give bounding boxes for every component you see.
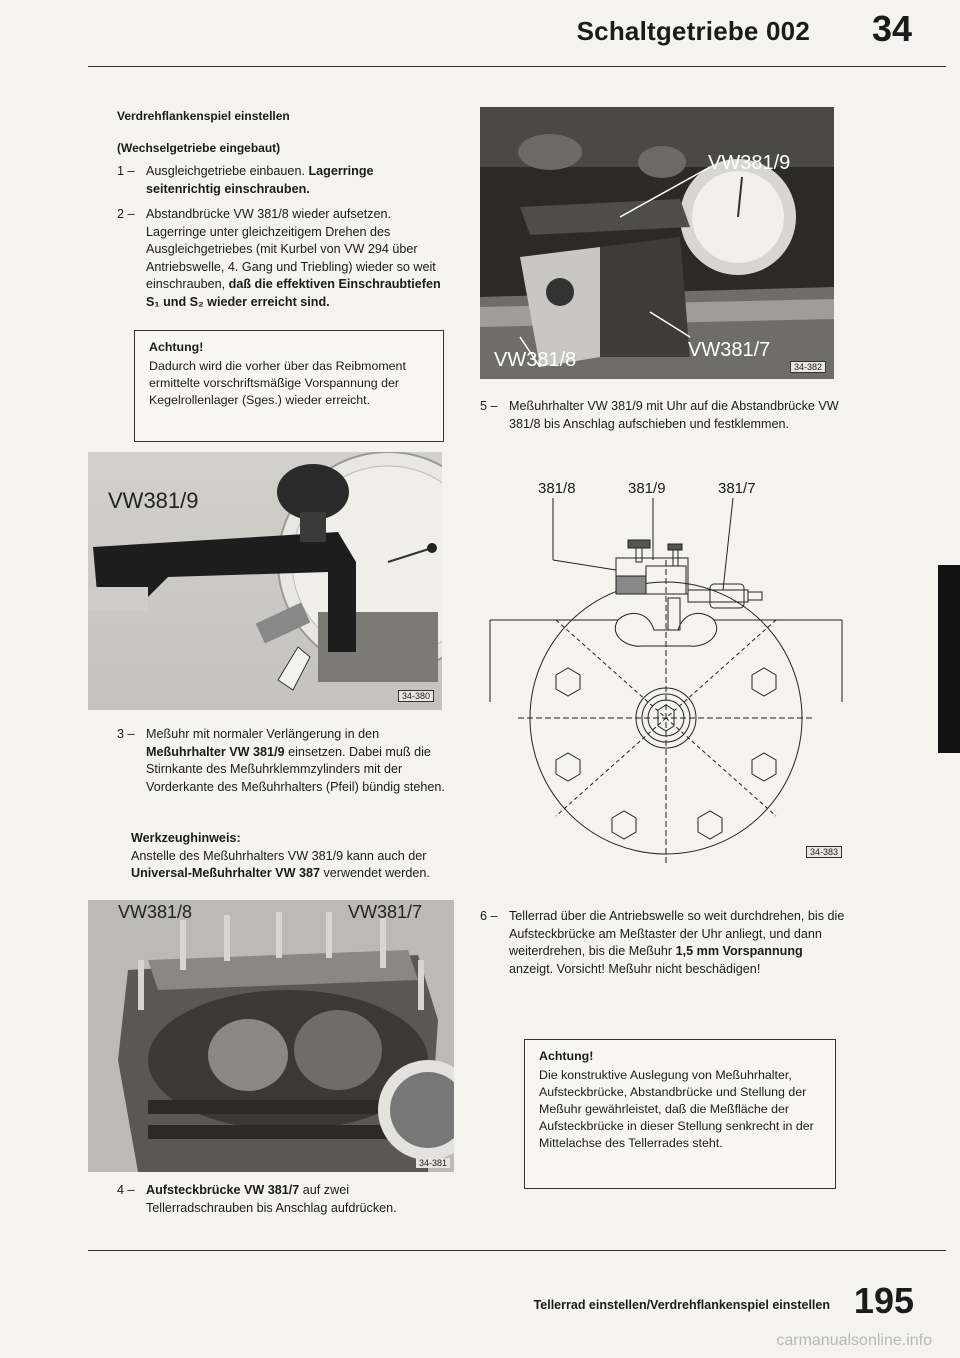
drawing-ring-gear-setup-svg: [478, 470, 850, 870]
photo-gauge-on-bridge-ref: 34-382: [790, 361, 826, 373]
drawing-label-381-9: 381/9: [628, 480, 666, 497]
step-4-text-bold: Aufsteckbrücke VW 381/7: [146, 1183, 300, 1197]
header-rule: [88, 66, 946, 67]
warning-box-2-text: Die konstruktive Auslegung von Meßuhrhalter, Aufsteckbrücke, Abstandbrücke und Stellung der Meßuhr gewährleistet, daß die Meßfläche der Aufsteckbrücke in dieser Stellung senkrecht in der Mittelachse des Tellerrades steht.: [539, 1068, 814, 1150]
warning-box-1-text: Dadurch wird die vorher über das Reibmoment ermittelte vorschriftsmäßige Vorspannung der Kegelrollenlager (Sges.) wieder erreicht.: [149, 359, 406, 407]
step-6-text: [509, 908, 849, 978]
step-2-number: 2 –: [117, 207, 135, 221]
step-2-text-a: Abstandbrücke VW 381/8 wieder aufsetzen. Lagerringe unter gleichzeitigem Drehen des Ausgleichgetriebes (mit Kurbel von VW 294 über Antriebswelle, 4. Gang und Triebling) wieder so weit einschrauben,: [146, 207, 436, 291]
chapter-tab-marker: [938, 565, 960, 753]
tool-hint-text-a: Anstelle des Meßuhrhalters VW 381/9 kann auch der: [131, 848, 427, 863]
step-4-text-b: auf zwei Tellerradschrauben bis Anschlag aufdrücken.: [146, 1183, 397, 1215]
photo-bridge-mounted-drawing: [88, 900, 454, 1172]
tool-hint-text-c: verwendet werden.: [319, 866, 430, 880]
photo-gauge-on-bridge-label-3: VW381/7: [688, 339, 771, 361]
step-6-text-bold: 1,5 mm Vorspannung: [675, 944, 803, 958]
page-header-title: Schaltgetriebe 002: [576, 16, 810, 46]
warning-box-1-title: Achtung!: [149, 340, 204, 354]
drawing-ref: 34-383: [806, 846, 842, 858]
page-number: 195: [853, 1280, 914, 1321]
footer-section-title: Tellerrad einstellen/Verdrehflankenspiel einstellen: [533, 1298, 830, 1312]
step-1-text-bold: Lagerringe seitenrichtig einschrauben.: [146, 164, 374, 196]
photo-gauge-on-bridge-drawing: [480, 107, 834, 379]
photo-gauge-on-bridge-label-1: VW381/9: [708, 152, 791, 174]
section-subheading: (Wechselgetriebe eingebaut): [117, 141, 281, 155]
photo-gauge-on-bridge: [480, 107, 834, 379]
photo-gauge-holder-label: VW381/9: [108, 488, 199, 513]
drawing-label-381-7: 381/7: [718, 480, 756, 497]
drawing-label-381-8: 381/8: [538, 480, 576, 497]
step-1-text-a: Ausgleichgetriebe einbauen.: [146, 164, 309, 178]
watermark: carmanualsonline.info: [776, 1332, 932, 1349]
warning-box-1: [134, 330, 444, 442]
photo-bridge-mounted-label-1: VW381/8: [118, 902, 193, 922]
step-5-text: Meßuhrhalter VW 381/9 mit Uhr auf die Abstandbrücke VW 381/8 bis Anschlag aufschieben und festklemmen.: [509, 399, 839, 431]
photo-gauge-on-bridge-label-2: VW381/8: [494, 349, 577, 371]
step-4-number: 4 –: [117, 1183, 135, 1197]
warning-box-2: [524, 1039, 836, 1189]
step-1-number: 1 –: [117, 164, 135, 178]
step-2-text-bold: daß die effektiven Einschraubtiefen S₁ und S₂ wieder erreicht sind.: [146, 277, 441, 309]
chapter-number: 34: [871, 8, 912, 49]
footer-rule: [88, 1250, 946, 1251]
warning-box-2-title: Achtung!: [539, 1049, 594, 1063]
step-2-text: [146, 206, 448, 311]
photo-gauge-holder: [88, 452, 442, 710]
photo-bridge-mounted-label-2: VW381/7: [348, 902, 423, 922]
tool-hint-text-bold: Universal-Meßuhrhalter VW 387: [131, 866, 320, 880]
step-1-text: [146, 163, 446, 198]
step-4-text: [146, 1182, 446, 1217]
step-3-text-bold: Meßuhrhalter VW 381/9: [146, 744, 285, 759]
step-3-text: [146, 726, 448, 796]
step-6-number: 6 –: [480, 909, 498, 923]
tool-hint: [131, 830, 453, 883]
step-5-number: 5 –: [480, 399, 498, 413]
tool-hint-title: Werkzeughinweis:: [131, 831, 241, 845]
step-3-text-c: einsetzen. Dabei muß die Stirnkante des Meßuhrklemmzylinders mit der Vorderkante des Meßuhrhalters (Pfeil) bündig stehen.: [146, 744, 445, 794]
photo-gauge-holder-ref: 34-380: [398, 690, 434, 702]
drawing-ring-gear-setup: [478, 470, 850, 870]
photo-bridge-mounted-ref: 34-381: [416, 1158, 450, 1168]
step-3-text-a: Meßuhr mit normaler Verlängerung in den: [146, 727, 380, 741]
photo-bridge-mounted: [88, 900, 454, 1172]
step-6-text-a: Tellerrad über die Antriebswelle so weit durchdrehen, bis die Aufsteckbrücke am Meßtaster der Uhr anliegt, und dann weiterdrehen, bis die Meßuhr: [509, 909, 845, 958]
step-6-text-c: anzeigt. Vorsicht! Meßuhr nicht beschädigen!: [509, 961, 761, 976]
step-3-number: 3 –: [117, 727, 135, 741]
section-heading: Verdrehflankenspiel einstellen: [117, 109, 290, 123]
